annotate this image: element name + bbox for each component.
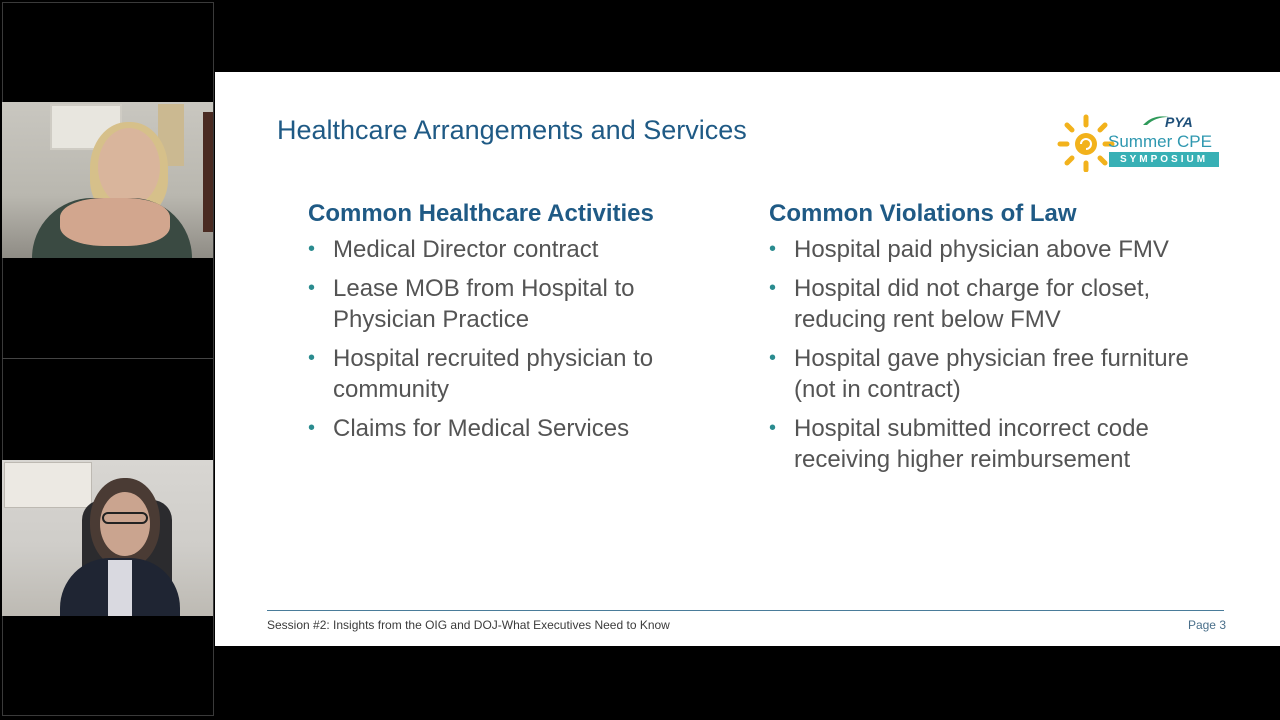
list-item — [308, 343, 728, 405]
bullet-icon: • — [308, 238, 316, 260]
shared-slide — [215, 72, 1280, 646]
list-item — [769, 343, 1229, 405]
participant-glasses — [102, 512, 148, 524]
list-item — [308, 234, 728, 265]
bookshelf — [203, 112, 213, 232]
tile-divider — [2, 358, 213, 359]
wall-sketch — [4, 462, 92, 508]
bullet-icon: • — [769, 347, 777, 369]
participant-hands — [60, 198, 170, 246]
logo-line2: SYMPOSIUM — [1109, 152, 1219, 167]
list-item-text: Claims for Medical Services — [333, 415, 630, 442]
symposium-logo — [1057, 112, 1225, 174]
list-item — [769, 413, 1229, 475]
violations-list — [769, 234, 1229, 475]
bullet-icon: • — [308, 277, 316, 299]
column-heading: Common Healthcare Activities — [308, 200, 654, 227]
column-activities — [308, 200, 728, 452]
slide-title: Healthcare Arrangements and Services — [277, 115, 747, 145]
footer-session: Session #2: Insights from the OIG and DOJ-What Executives Need to Know — [267, 618, 670, 632]
participant-face — [98, 128, 160, 206]
list-item — [769, 273, 1229, 335]
column-violations — [769, 200, 1229, 483]
logo-line1: Summer CPE — [1108, 132, 1212, 151]
sun-icon — [1057, 114, 1115, 172]
participant-shirt — [108, 560, 132, 616]
logo-brand: PYA — [1165, 114, 1193, 130]
participant-video-tile-2[interactable] — [2, 460, 213, 616]
bullet-icon: • — [769, 238, 777, 260]
list-item-text: Hospital paid physician above FMV — [794, 236, 1169, 263]
list-item-text: Hospital did not charge for closet, reducing rent below FMV — [794, 275, 1151, 333]
list-item — [308, 413, 728, 444]
bullet-icon: • — [308, 347, 316, 369]
list-item-text: Hospital gave physician free furniture (not in contract) — [794, 345, 1189, 403]
column-heading: Common Violations of Law — [769, 200, 1077, 227]
list-item-text: Hospital submitted incorrect code receiving higher reimbursement — [794, 415, 1149, 473]
bullet-icon: • — [769, 277, 777, 299]
list-item — [769, 234, 1229, 265]
list-item-text: Medical Director contract — [333, 236, 599, 263]
participant-face — [100, 492, 150, 556]
footer-divider — [267, 610, 1224, 611]
participant-video-tile-1[interactable] — [2, 102, 213, 258]
list-item — [308, 273, 728, 335]
list-item-text: Hospital recruited physician to community — [333, 345, 654, 403]
footer-page-number: Page 3 — [1187, 618, 1226, 632]
activities-list — [308, 234, 728, 444]
bullet-icon: • — [308, 417, 316, 439]
bullet-icon: • — [769, 417, 777, 439]
list-item-text: Lease MOB from Hospital to Physician Practice — [333, 275, 635, 333]
